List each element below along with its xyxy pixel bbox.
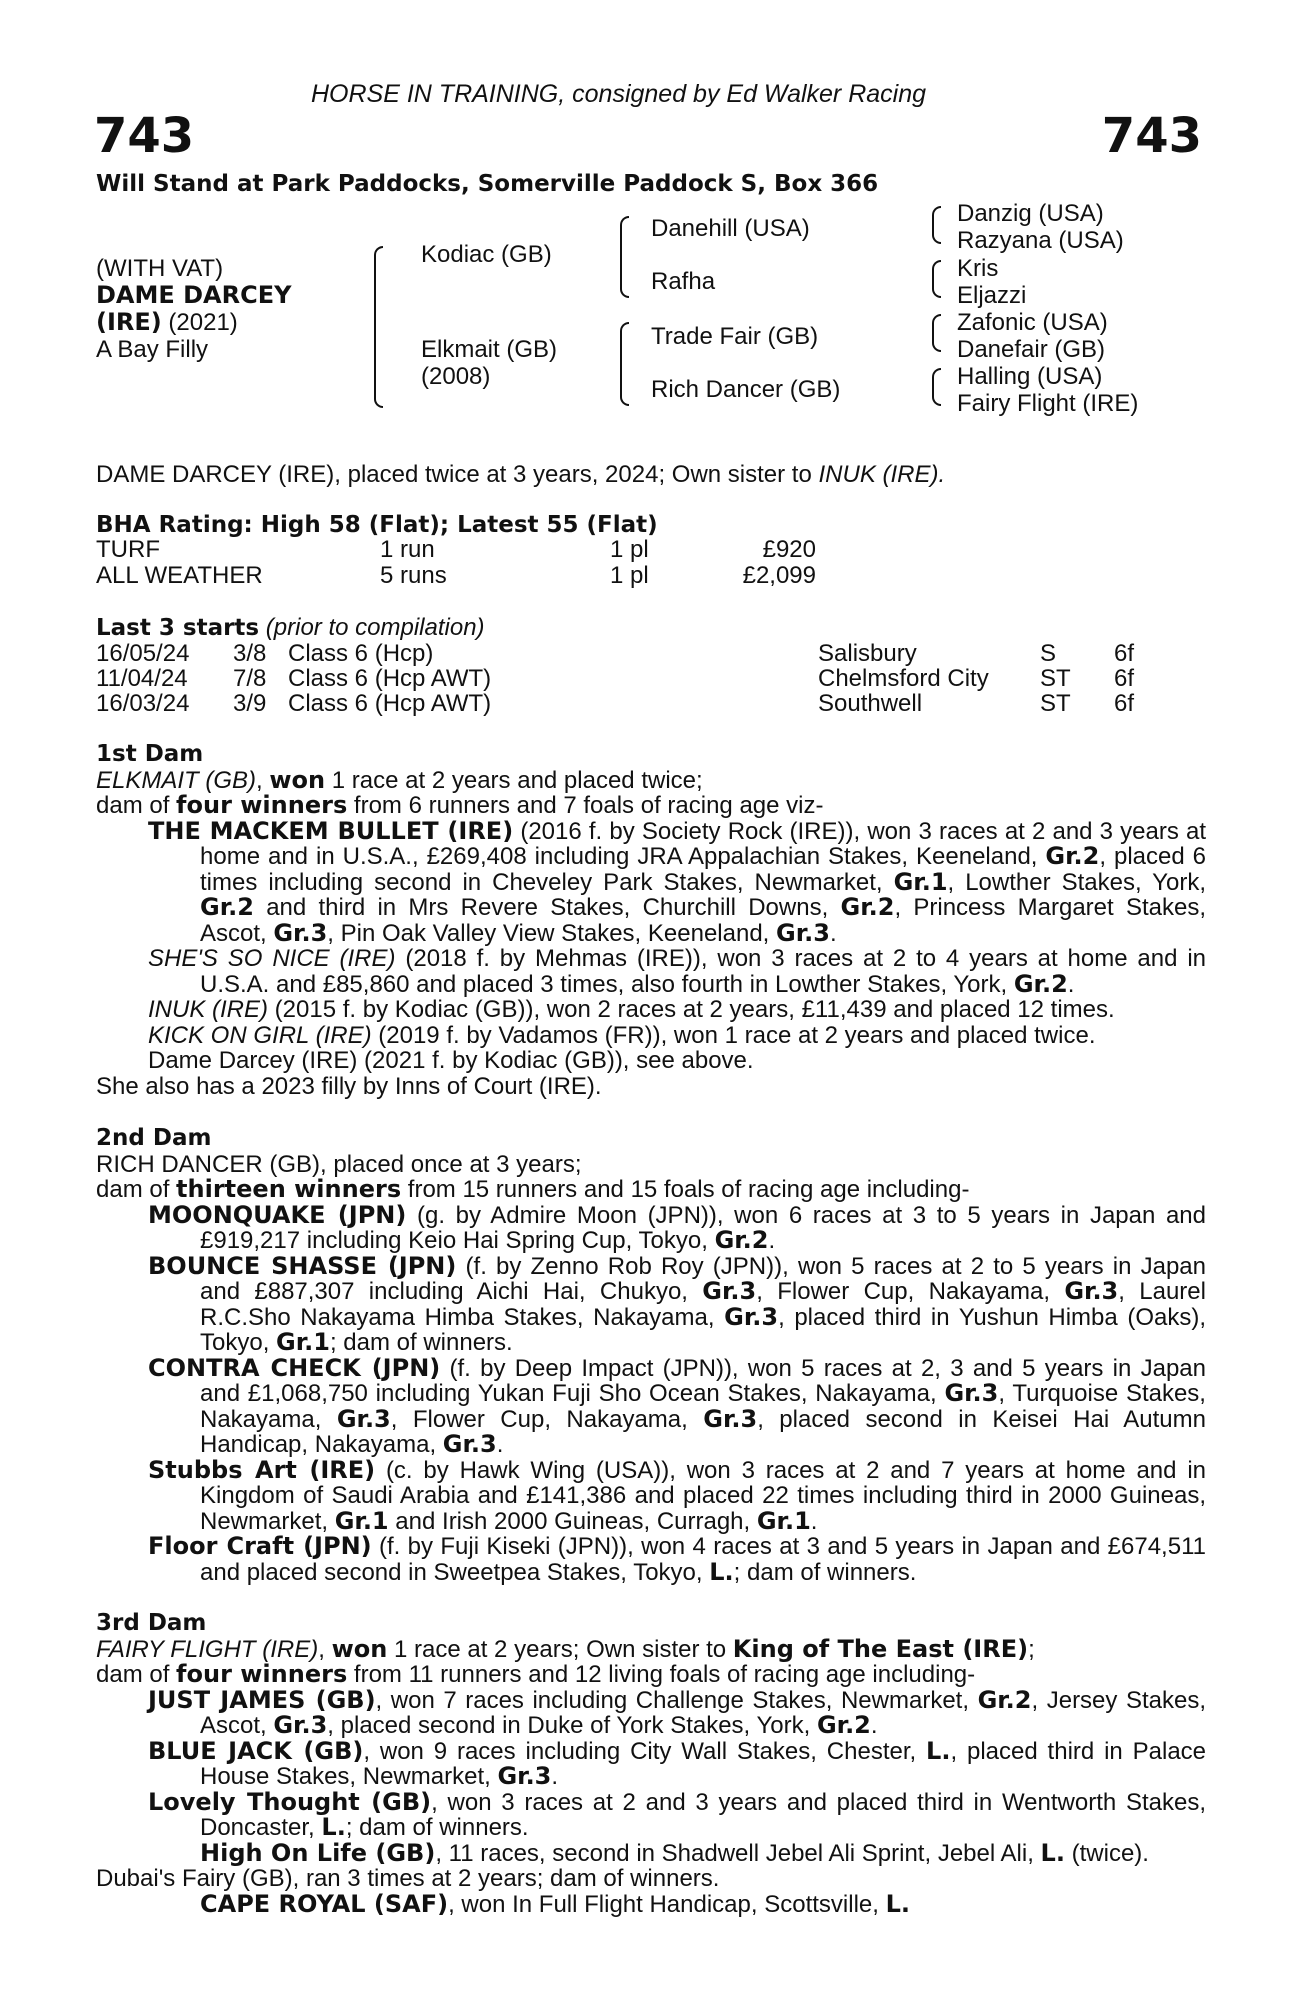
grade-label: L. xyxy=(709,1557,734,1586)
horse-summary xyxy=(96,462,945,488)
first-dam-line: ELKMAIT (GB), won 1 race at 2 years and placed twice; xyxy=(96,765,703,794)
grade-label: Gr.2 xyxy=(200,893,254,921)
start-row xyxy=(96,641,1136,667)
second-dam-line: RICH DANCER (GB), placed once at 3 years; xyxy=(96,1150,582,1178)
third-dam-winners-line xyxy=(96,1662,1206,1688)
pedigree-sire-dam: Rafha xyxy=(651,268,716,295)
rating-placed: 1 pl xyxy=(610,536,649,563)
progeny-entry xyxy=(148,1534,1206,1585)
progeny-name: Lovely Thought (GB) xyxy=(148,1787,432,1816)
progeny-text: , placed third in Palace House Stakes, Newmarket, xyxy=(200,1737,1207,1790)
rating-row-turf xyxy=(96,537,816,563)
horse-origin-year xyxy=(96,309,292,336)
start-going: S xyxy=(1040,640,1057,667)
progeny-text: , placed 6 times including second in Cheveley Park Stakes, Newmarket, xyxy=(200,843,1207,896)
winners-count: four winners xyxy=(176,791,348,819)
progeny-text: . xyxy=(496,1431,504,1458)
progeny-text: ; dam of winners. xyxy=(345,1814,529,1841)
progeny-text: , won 7 races including Challenge Stakes, Newmarket, xyxy=(375,1686,978,1714)
start-race: Class 6 (Hcp AWT) xyxy=(288,665,492,692)
summary-sister: INUK (IRE). xyxy=(818,461,946,488)
start-course: Salisbury xyxy=(818,640,917,667)
start-distance: 6f xyxy=(1114,690,1135,717)
progeny-entry: Dame Darcey (IRE) (2021 f. by Kodiac (GB)), see above. xyxy=(148,1047,754,1074)
progeny-text: , Flower Cup, Nakayama, xyxy=(390,1405,704,1433)
winners-rest: from 6 runners and 7 foals of racing age viz- xyxy=(347,792,824,819)
horse-year: (2021) xyxy=(168,309,238,336)
start-course: Southwell xyxy=(818,690,923,717)
dam-name: FAIRY FLIGHT (IRE) xyxy=(96,1635,319,1663)
dam-sister: King of The East (IRE) xyxy=(732,1634,1029,1663)
progeny-name: THE MACKEM BULLET (IRE) xyxy=(148,816,514,845)
grade-label: L. xyxy=(926,1736,951,1765)
rating-row-aw xyxy=(96,563,816,589)
start-race: Class 6 (Hcp) xyxy=(288,640,434,667)
progeny-text: (2016 f. by Society Rock (IRE)), won 3 races at 2 and 3 years at home and in U.S.A., £269,408 including JRA Appalachian Stakes, Keeneland, xyxy=(200,817,1207,870)
rating-runs: 1 run xyxy=(380,536,435,563)
start-going: ST xyxy=(1040,690,1071,717)
last-starts-title xyxy=(96,615,485,642)
progeny-text: . xyxy=(870,1712,878,1739)
winners-count: thirteen winners xyxy=(176,1175,402,1203)
pedigree-sire: Kodiac (GB) xyxy=(421,241,552,268)
start-date: 16/03/24 xyxy=(96,690,190,717)
dam-record-end: ; xyxy=(1028,1635,1035,1663)
grade-label: Gr.1 xyxy=(276,1328,330,1356)
third-dam-heading: 3rd Dam xyxy=(96,1610,207,1636)
grade-label: Gr.3 xyxy=(702,1277,757,1305)
horse-name: DAME DARCEY xyxy=(96,281,292,309)
progeny-text: (2015 f. by Kodiac (GB)), won 2 races at 2 years, £11,439 and placed 12 times. xyxy=(268,996,1115,1023)
third-dam-note: Dubai's Fairy (GB), ran 3 times at 2 years; dam of winners. xyxy=(96,1865,720,1892)
start-course: Chelmsford City xyxy=(818,665,989,692)
winners-rest: from 15 runners and 15 foals of racing age including- xyxy=(401,1176,970,1203)
first-dam-winners-line xyxy=(96,793,1206,819)
grade-label: Gr.3 xyxy=(944,1379,999,1407)
won-label: won xyxy=(269,765,326,794)
pedigree-bracket-sd xyxy=(932,260,941,298)
grade-label: Gr.2 xyxy=(977,1685,1032,1714)
grade-label: L. xyxy=(1040,1838,1065,1867)
grade-label: Gr.3 xyxy=(1064,1277,1119,1305)
rating-earnings: £2,099 xyxy=(742,562,816,589)
pedigree-bracket-sire xyxy=(620,216,629,298)
grade-label: Gr.2 xyxy=(1045,842,1100,870)
progeny-text: ; dam of winners. xyxy=(329,1329,513,1356)
pedigree-bracket-ss xyxy=(932,206,941,244)
progeny-text: . xyxy=(768,1227,776,1254)
progeny-text: , won 9 races including City Wall Stakes, Chester, xyxy=(363,1737,927,1765)
grade-label: Gr.1 xyxy=(756,1506,811,1535)
bha-rating-title: BHA Rating: High 58 (Flat); Latest 55 (Flat) xyxy=(96,512,658,538)
progeny-text: , Jersey Stakes, Ascot, xyxy=(200,1686,1206,1739)
page-header-title: HORSE IN TRAINING, consigned by Ed Walker Racing xyxy=(311,80,927,108)
progeny-entry xyxy=(148,1736,1207,1790)
first-dam-section xyxy=(96,742,1206,1099)
progeny-entry xyxy=(148,997,1206,1023)
grade-label: Gr.3 xyxy=(273,1711,328,1739)
grade-label: Gr.2 xyxy=(714,1226,769,1254)
rating-surface: TURF xyxy=(96,536,160,563)
pedigree-dds: Halling (USA) xyxy=(957,363,1103,390)
progeny-name: High On Life (GB) xyxy=(200,1838,436,1867)
progeny-text: (twice). xyxy=(1064,1839,1149,1867)
first-dam-heading: 1st Dam xyxy=(96,741,204,767)
progeny-text: , 11 races, second in Shadwell Jebel Ali Sprint, Jebel Ali, xyxy=(435,1839,1041,1867)
progeny-entry xyxy=(200,1889,1206,1918)
grade-label: L. xyxy=(885,1889,911,1918)
pedigree-dam-sire: Trade Fair (GB) xyxy=(651,323,819,350)
pedigree-sire-sire: Danehill (USA) xyxy=(651,215,810,242)
grade-label: Gr.3 xyxy=(497,1762,552,1790)
start-going: ST xyxy=(1040,665,1071,692)
progeny-text: and Irish 2000 Guineas, Curragh, xyxy=(388,1507,757,1535)
grade-label: Gr.1 xyxy=(893,867,948,896)
start-row xyxy=(96,691,1136,717)
horse-suffix: (IRE) xyxy=(96,308,162,336)
rating-surface: ALL WEATHER xyxy=(96,562,263,589)
pedigree-ssd: Razyana (USA) xyxy=(957,227,1124,254)
dam-record: 1 race at 2 years; Own sister to xyxy=(387,1635,733,1663)
progeny-entry xyxy=(200,1838,1206,1867)
progeny-name: BOUNCE SHASSE (JPN) xyxy=(148,1251,457,1280)
pedigree-bracket-dam xyxy=(620,322,629,406)
winners-count: four winners xyxy=(176,1660,348,1688)
progeny-entry xyxy=(148,1353,1206,1458)
progeny-name: MOONQUAKE (JPN) xyxy=(148,1200,407,1229)
horse-info xyxy=(96,255,292,363)
lot-number-left: 743 xyxy=(94,108,195,164)
pedigree-bracket-ds xyxy=(932,314,941,352)
dam-of-label: dam of xyxy=(96,1661,177,1688)
progeny-name: Floor Craft (JPN) xyxy=(148,1532,372,1560)
summary-text: DAME DARCEY (IRE), placed twice at 3 years, 2024; Own sister to xyxy=(96,461,819,488)
grade-label: Gr.2 xyxy=(816,1711,871,1739)
progeny-text: , placed third in Yushun Himba (Oaks), Tokyo, xyxy=(200,1303,1206,1356)
progeny-name: BLUE JACK (GB) xyxy=(148,1736,364,1765)
rating-earnings: £920 xyxy=(762,536,816,563)
pedigree-dss: Zafonic (USA) xyxy=(957,309,1108,336)
progeny-text: , placed second in Duke of York Stakes, York, xyxy=(327,1712,817,1739)
progeny-entry xyxy=(148,1787,1207,1841)
progeny-name: INUK (IRE) xyxy=(148,996,268,1023)
dam-of-label: dam of xyxy=(96,792,177,819)
grade-label: Gr.3 xyxy=(336,1404,391,1433)
progeny-text: , Pin Oak Valley View Stakes, Keeneland, xyxy=(327,919,776,947)
grade-label: Gr.3 xyxy=(273,918,328,947)
won-label: won xyxy=(331,1634,388,1663)
grade-label: Gr.3 xyxy=(703,1404,758,1433)
progeny-text: . xyxy=(1067,970,1075,998)
progeny-text: (g. by Admire Moon (JPN)), won 6 races at 3 to 5 years in Japan and £919,217 including Keio Hai Spring Cup, Tokyo, xyxy=(200,1201,1207,1254)
progeny-text: . xyxy=(810,1507,818,1535)
rating-runs: 5 runs xyxy=(380,562,447,589)
grade-label: L. xyxy=(321,1813,346,1841)
stand-location: Will Stand at Park Paddocks, Somerville Paddock S, Box 366 xyxy=(96,171,879,197)
dam-record: 1 race at 2 years and placed twice; xyxy=(325,766,703,794)
progeny-entry xyxy=(148,1023,1206,1049)
pedigree-dsd: Danefair (GB) xyxy=(957,336,1106,363)
winners-rest: from 11 runners and 12 living foals of racing age including- xyxy=(347,1661,976,1688)
start-position: 3/9 xyxy=(233,690,267,717)
progeny-text: , placed second in Keisei Hai Autumn Handicap, Nakayama, xyxy=(200,1405,1206,1458)
pedigree-dam-year: (2008) xyxy=(421,363,491,390)
progeny-text: (2019 f. by Vadamos (FR)), won 1 race at 2 years and placed twice. xyxy=(371,1021,1096,1049)
progeny-name: CONTRA CHECK (JPN) xyxy=(148,1353,441,1382)
progeny-text: , Turquoise Stakes, Nakayama, xyxy=(200,1380,1206,1433)
horse-description: A Bay Filly xyxy=(96,336,209,363)
starts-note: (prior to compilation) xyxy=(265,614,485,641)
pedigree-dam: Elkmait (GB) xyxy=(421,336,558,363)
grade-label: Gr.2 xyxy=(840,893,895,921)
grade-label: Gr.3 xyxy=(724,1302,779,1331)
start-distance: 6f xyxy=(1114,665,1135,692)
lot-number-right: 743 xyxy=(1101,108,1202,164)
grade-label: Gr.3 xyxy=(776,918,830,947)
vat-note: (WITH VAT) xyxy=(96,255,224,282)
progeny-text: , Lowther Stakes, York, xyxy=(947,868,1206,896)
second-dam-winners-line xyxy=(96,1177,1206,1203)
grade-label: Gr.1 xyxy=(334,1506,389,1535)
pedigree-dam-dam: Rich Dancer (GB) xyxy=(651,376,841,403)
start-position: 7/8 xyxy=(233,665,267,692)
progeny-text: , Laurel R.C.Sho Nakayama Himba Stakes, Nakayama, xyxy=(200,1278,1206,1331)
progeny-entry xyxy=(148,1685,1206,1739)
progeny-text: (c. by Hawk Wing (USA)), won 3 races at 2 and 7 years at home and in Kingdom of Saudi Arabia and £141,386 and placed 22 times including third in 2000 Guineas, Newmarket, xyxy=(200,1456,1206,1535)
start-distance: 6f xyxy=(1114,640,1135,667)
progeny-text: , Flower Cup, Nakayama, xyxy=(756,1278,1065,1305)
progeny-text: (f. by Deep Impact (JPN)), won 5 races at 2, 3 and 5 years in Japan and £1,068,750 including Yukan Fuji Sho Ocean Stakes, Nakayama, xyxy=(200,1354,1206,1407)
progeny-entry xyxy=(148,1455,1206,1535)
progeny-text: , won In Full Flight Handicap, Scottsville, xyxy=(448,1890,886,1918)
start-race: Class 6 (Hcp AWT) xyxy=(288,690,492,717)
pedigree-bracket-dd xyxy=(932,368,941,406)
progeny-name: JUST JAMES (GB) xyxy=(148,1685,376,1714)
pedigree-sds: Kris xyxy=(957,255,999,282)
progeny-name: SHE'S SO NICE (IRE) xyxy=(148,945,396,972)
starts-title: Last 3 starts xyxy=(96,615,260,641)
pedigree-ddd: Fairy Flight (IRE) xyxy=(957,390,1139,417)
start-date: 16/05/24 xyxy=(96,640,190,667)
progeny-name: CAPE ROYAL (SAF) xyxy=(200,1889,449,1918)
progeny-text: , won 3 races at 2 and 3 years and placed third in Wentworth Stakes, Doncaster, xyxy=(200,1788,1207,1841)
progeny-name: KICK ON GIRL (IRE) xyxy=(148,1021,372,1049)
progeny-entry xyxy=(148,816,1207,947)
pedigree-bracket-main xyxy=(374,246,383,408)
start-position: 3/8 xyxy=(233,640,267,667)
dam-name: ELKMAIT (GB) xyxy=(96,766,257,794)
rating-placed: 1 pl xyxy=(610,562,649,589)
dam-of-label: dam of xyxy=(96,1176,177,1203)
first-dam-note: She also has a 2023 filly by Inns of Court (IRE). xyxy=(96,1072,602,1100)
progeny-text: . xyxy=(551,1763,559,1790)
progeny-text: (f. by Zenno Rob Roy (JPN)), won 5 races at 2 to 5 years in Japan and £887,307 including Aichi Hai, Chukyo, xyxy=(200,1252,1206,1305)
progeny-entry xyxy=(148,1251,1206,1356)
pedigree-sss: Danzig (USA) xyxy=(957,200,1104,227)
progeny-entry xyxy=(148,1200,1207,1254)
start-row xyxy=(96,666,1136,692)
progeny-name: Stubbs Art (IRE) xyxy=(148,1455,376,1484)
progeny-text: (2018 f. by Mehmas (IRE)), won 3 races at 2 to 4 years at home and in U.S.A. and £85,860 and placed 3 times, also fourth in Lowther Stakes, York, xyxy=(200,945,1207,998)
second-dam-heading: 2nd Dam xyxy=(96,1125,212,1151)
grade-label: Gr.3 xyxy=(442,1430,497,1458)
second-dam-section xyxy=(96,1126,1206,1585)
grade-label: Gr.2 xyxy=(1013,969,1068,998)
start-date: 11/04/24 xyxy=(96,665,188,692)
pedigree-sdd: Eljazzi xyxy=(957,282,1027,309)
progeny-text: ; dam of winners. xyxy=(733,1558,917,1586)
third-dam-section xyxy=(96,1611,1206,1917)
progeny-text: , Princess Margaret Stakes, Ascot, xyxy=(200,894,1206,947)
progeny-text: . xyxy=(829,919,837,947)
third-dam-line: FAIRY FLIGHT (IRE), won 1 race at 2 years; Own sister to King of The East (IRE); xyxy=(96,1634,1035,1663)
progeny-entry xyxy=(148,946,1206,997)
progeny-text: (f. by Fuji Kiseki (JPN)), won 4 races at 3 and 5 years in Japan and £674,511 and placed second in Sweetpea Stakes, Tokyo, xyxy=(200,1533,1206,1586)
progeny-text: and third in Mrs Revere Stakes, Churchill Downs, xyxy=(253,894,841,921)
